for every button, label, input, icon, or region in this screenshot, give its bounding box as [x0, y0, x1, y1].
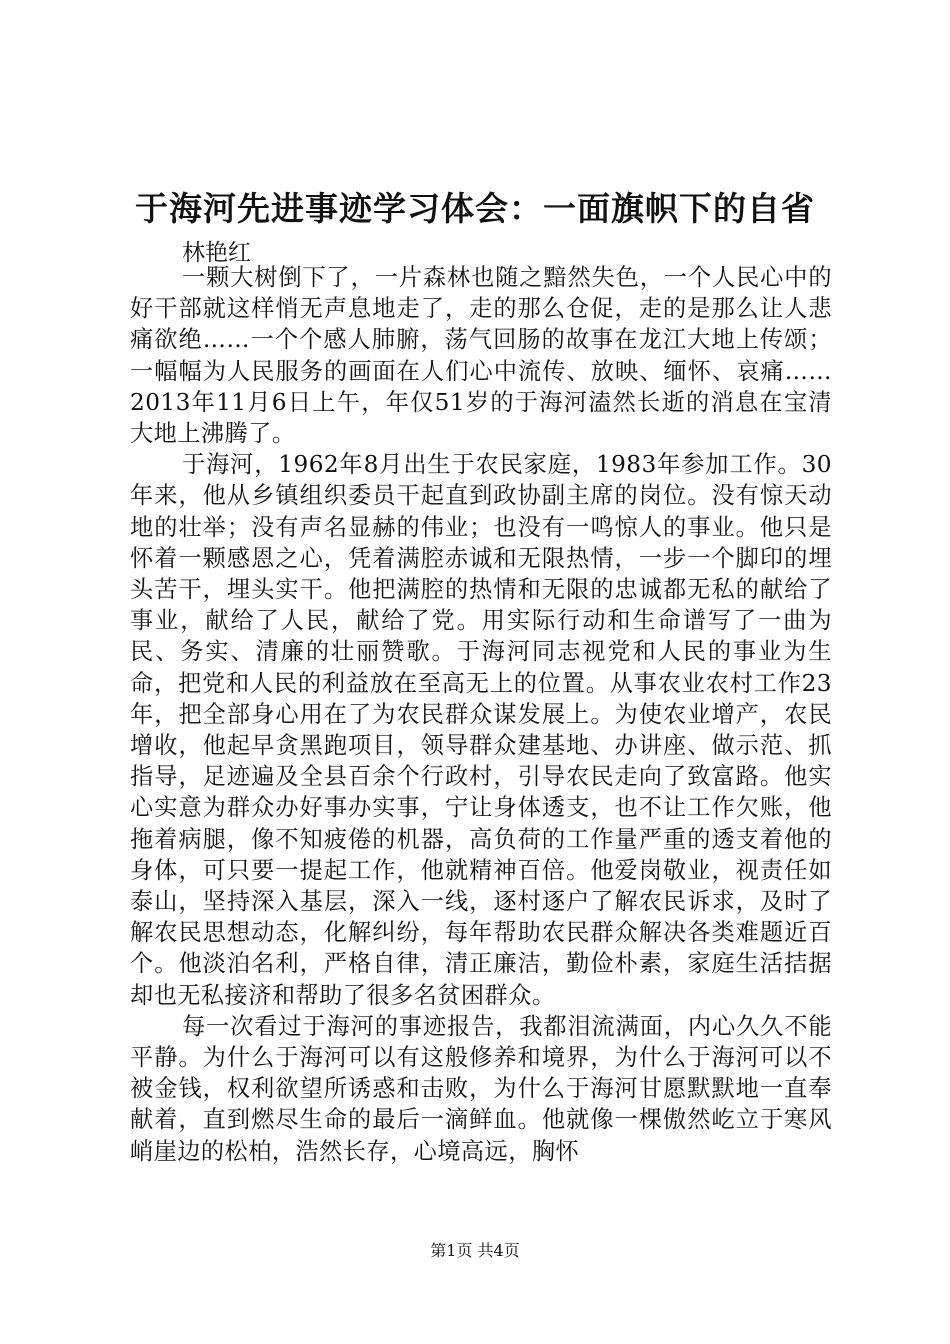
paragraph-1: 一颗大树倒下了，一片森林也随之黯然失色，一个人民心中的好干部就这样悄无声息地走了，走的那么仓促，走的是那么让人悲痛欲绝……一个个感人肺腑，荡气回肠的故事在龙江大地上传颂；一幅幅为人民服务的画面在人们心中流传、放映、缅怀、哀痛……2013年11月6日上午，年仅51岁的于海河溘然长逝的消息在宝清大地上沸腾了。	[130, 264, 832, 448]
paragraph-2: 于海河，1962年8月出生于农民家庭，1983年参加工作。30年来，他从乡镇组织委员干起直到政协副主席的岗位。没有惊天动地的壮举；没有声名显赫的伟业；也没有一鸣惊人的事业。他只是怀着一颗感恩之心，凭着满腔赤诚和无限热情，一步一个脚印的埋头苦干，埋头实干。他把满腔的热情和无限的忠诚都无私的献给了事业，献给了人民，献给了党。用实际行动和生命谱写了一曲为民、务实、清廉的壮丽赞歌。于海河同志视党和人民的事业为生命，把党和人民的利益放在至高无上的位置。从事农业农村工作23年，把全部身心用在了为农民群众谋发展上。为使农业增产，农民增收，他起早贪黑跑项目，领导群众建基地、办讲座、做示范、抓指导，足迹遍及全县百余个行政村，引导农民走向了致富路。他实心实意为群众办好事办实事，宁让身体透支，也不让工作欠账，他拖着病腿，像不知疲倦的机器，高负荷的工作量严重的透支着他的身体，可只要一提起工作，他就精神百倍。他爱岗敬业，视责任如泰山，坚持深入基层，深入一线，逐村逐户了解农民诉求，及时了解农民思想动态，化解纠纷，每年帮助农民群众解决各类难题近百个。他淡泊名利，严格自律，清正廉洁，勤俭朴素，家庭生活拮据却也无私接济和帮助了很多名贫困群众。	[130, 451, 832, 1009]
page-footer: 第1页 共4页	[430, 1241, 520, 1260]
document-body	[130, 262, 832, 1167]
author-name: 林艳红	[182, 240, 251, 266]
paragraph-3: 每一次看过于海河的事迹报告，我都泪流满面，内心久久不能平静。为什么于海河可以有这般修养和境界，为什么于海河可以不被金钱，权利欲望所诱惑和击败，为什么于海河甘愿默默地一直奉献着，直到燃尽生命的最后一滴鲜血。他就像一棵傲然屹立于寒风峭崖边的松柏，浩然长存，心境高远，胸怀	[130, 1012, 832, 1165]
document-title: 于海河先进事迹学习体会：一面旗帜下的自省	[135, 189, 815, 228]
